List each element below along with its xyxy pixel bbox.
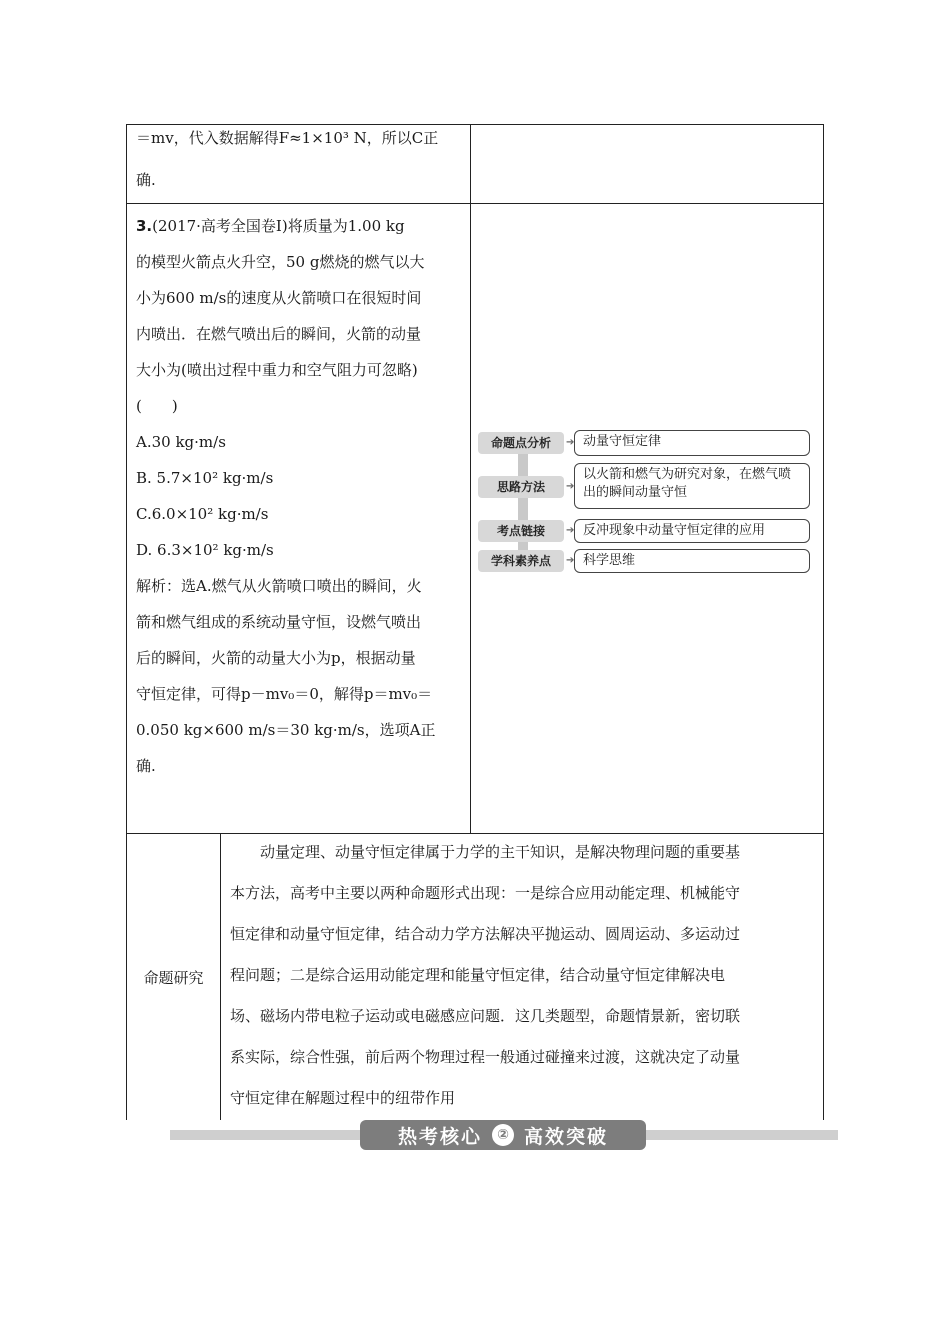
question-line: 大小为(喷出过程中重力和空气阻力可忽略) (136, 361, 418, 379)
analysis-line: 守恒定律，可得p－mv₀＝0，解得p＝mv₀＝ (136, 685, 433, 703)
question-number: 3. (136, 217, 153, 235)
option-d: D. 6.3×10² kg·m/s (136, 541, 274, 559)
diagram-box: 动量守恒定律 (574, 430, 810, 456)
diagram-box: 反冲现象中动量守恒定律的应用 (574, 519, 810, 543)
question-line: 的模型火箭点火升空，50 g燃烧的燃气以大 (136, 253, 425, 271)
option-c: C.6.0×10² kg·m/s (136, 505, 269, 523)
arrow-right-icon: ➔ (566, 525, 575, 536)
banner-left: 热考核心 (397, 1125, 482, 1148)
diagram-box: 以火箭和燃气为研究对象，在燃气喷出的瞬间动量守恒 (574, 463, 810, 509)
research-line: 系实际，综合性强，前后两个物理过程一般通过碰撞来过渡，这就决定了动量 (230, 1048, 741, 1066)
arrow-right-icon: ➔ (566, 481, 575, 492)
arrow-right-icon: ➔ (566, 437, 575, 448)
diagram-tag: 思路方法 (478, 476, 564, 498)
prev-solution-line: 确. (136, 171, 156, 189)
diagram-tag: 考点链接 (478, 520, 564, 542)
prev-solution-line: ＝mv，代入数据解得F≈1×10³ N，所以C正 (136, 129, 439, 147)
research-line: 动量定理、动量守恒定律属于力学的主干知识，是解决物理问题的重要基 (230, 843, 741, 861)
question-source: (2017·高考全国卷Ⅰ)将质量为1.00 kg (152, 217, 405, 235)
diagram-tag: 学科素养点 (478, 550, 564, 572)
question-blank: ( ) (136, 397, 178, 415)
section-banner (360, 1120, 646, 1150)
research-line: 本方法，高考中主要以两种命题形式出现：一是综合应用动能定理、机械能守 (230, 884, 741, 902)
research-label: 命题研究 (143, 968, 204, 987)
diagram-tag: 命题点分析 (478, 432, 564, 454)
research-text (230, 832, 814, 1119)
option-a: A.30 kg·m/s (136, 433, 226, 451)
arrow-right-icon: ➔ (566, 555, 575, 566)
question-line: 小为600 m/s的速度从火箭喷口在很短时间 (136, 289, 422, 307)
analysis-diagram (478, 426, 814, 576)
analysis-line: 确. (136, 757, 156, 775)
question-block (136, 208, 435, 784)
banner-right: 高效突破 (524, 1125, 609, 1148)
analysis-line: 箭和燃气组成的系统动量守恒，设燃气喷出 (136, 613, 422, 631)
analysis-line: 0.050 kg×600 m/s＝30 kg·m/s，选项A正 (136, 721, 436, 739)
option-b: B. 5.7×10² kg·m/s (136, 469, 274, 487)
research-line: 场、磁场内带电粒子运动或电磁感应问题．这几类题型，命题情景新，密切联 (230, 1007, 741, 1025)
banner-badge-icon: ② (492, 1124, 514, 1146)
analysis-line: 后的瞬间，火箭的动量大小为p，根据动量 (136, 649, 416, 667)
research-line: 守恒定律在解题过程中的纽带作用 (230, 1089, 456, 1107)
question-line: 内喷出．在燃气喷出后的瞬间，火箭的动量 (136, 325, 422, 343)
research-line: 恒定律和动量守恒定律，结合动力学方法解决平抛运动、圆周运动、多运动过 (230, 925, 741, 943)
diagram-box: 科学思维 (574, 549, 810, 573)
research-line: 程问题；二是综合运用动能定理和能量守恒定律，结合动量守恒定律解决电 (230, 966, 726, 984)
prev-solution (136, 120, 438, 198)
analysis-line: 解析：选A.燃气从火箭喷口喷出的瞬间，火 (136, 577, 422, 595)
question-stem-first-line (136, 208, 435, 244)
